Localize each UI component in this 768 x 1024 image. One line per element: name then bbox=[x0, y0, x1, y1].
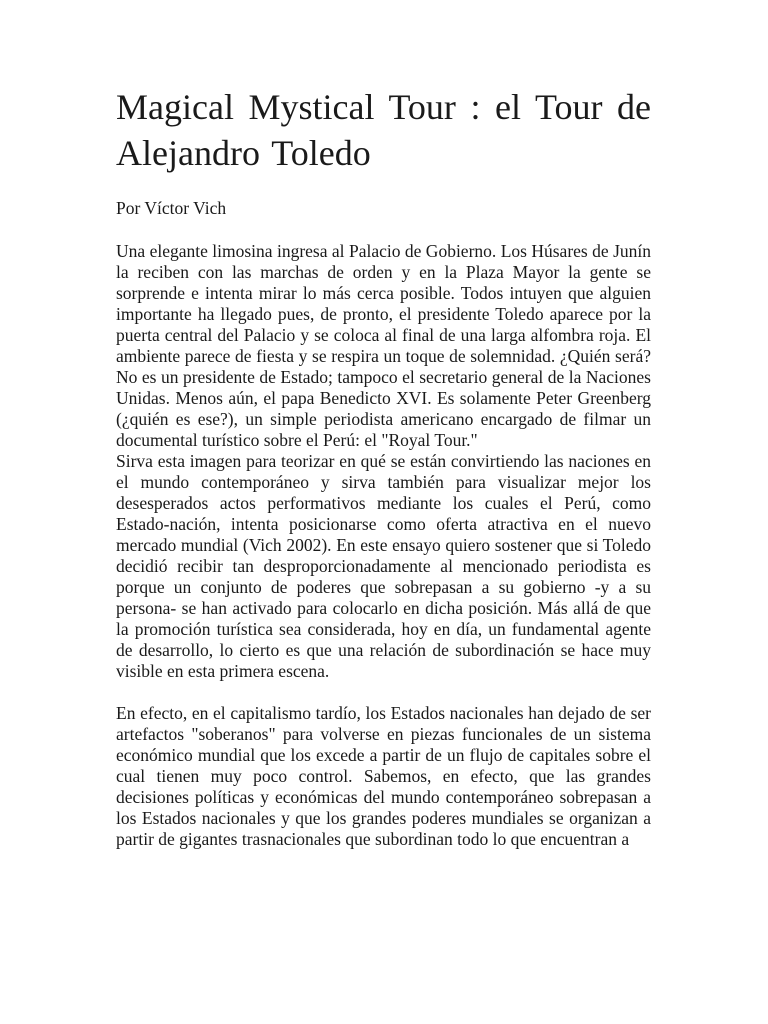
paragraph-1: Una elegante limosina ingresa al Palacio de Gobierno. Los Húsares de Junín la reciben con las marchas de orden y en la Plaza Mayor la gente se sorprende e intenta mirar lo más cerca posible. Todos intuyen que alguien importante ha llegado pues, de pronto, el presidente Toledo aparece por la puerta central del Palacio y se coloca al final de una larga alfombra roja. El ambiente parece de fiesta y se respira un toque de solemnidad. ¿Quién será? No es un presidente de Estado; tampoco el secretario general de la Naciones Unidas. Menos aún, el papa Benedicto XVI. Es solamente Peter Greenberg (¿quién es ese?), un simple periodista americano encargado de filmar un documental turístico sobre el Perú: el "Royal Tour." bbox=[116, 241, 651, 450]
paragraph-3: En efecto, en el capitalismo tardío, los Estados nacionales han dejado de ser artefactos "soberanos" para volverse en piezas funcionales de un sistema económico mundial que los excede a partir de un flujo de capitales sobre el cual tienen muy poco control. Sabemos, en efecto, que las grandes decisiones políticas y económicas del mundo contemporáneo sobrepasan a los Estados nacionales y que los grandes poderes mundiales se organizan a partir de gigantes trasnacionales que subordinan todo lo que encuentran a bbox=[116, 703, 651, 849]
document-page bbox=[116, 84, 651, 850]
document-title: Magical Mystical Tour : el Tour de Alejandro Toledo bbox=[116, 87, 651, 173]
paragraph-2: Sirva esta imagen para teorizar en qué se están convirtiendo las naciones en el mundo contemporáneo y sirva también para visualizar mejor los desesperados actos performativos mediante los cuales el Perú, como Estado-nación, intenta posicionarse como oferta atractiva en el nuevo mercado mundial (Vich 2002). En este ensayo quiero sostener que si Toledo decidió recibir tan desproporcionadamente al mencionado periodista es porque un conjunto de poderes que sobrepasan a su gobierno -y a su persona- se han activado para colocarlo en dicha posición. Más allá de que la promoción turística sea considerada, hoy en día, un fundamental agente de desarrollo, lo cierto es que una relación de subordinación se hace muy visible en esta primera escena. bbox=[116, 451, 651, 681]
document-author: Por Víctor Vich bbox=[116, 198, 227, 218]
